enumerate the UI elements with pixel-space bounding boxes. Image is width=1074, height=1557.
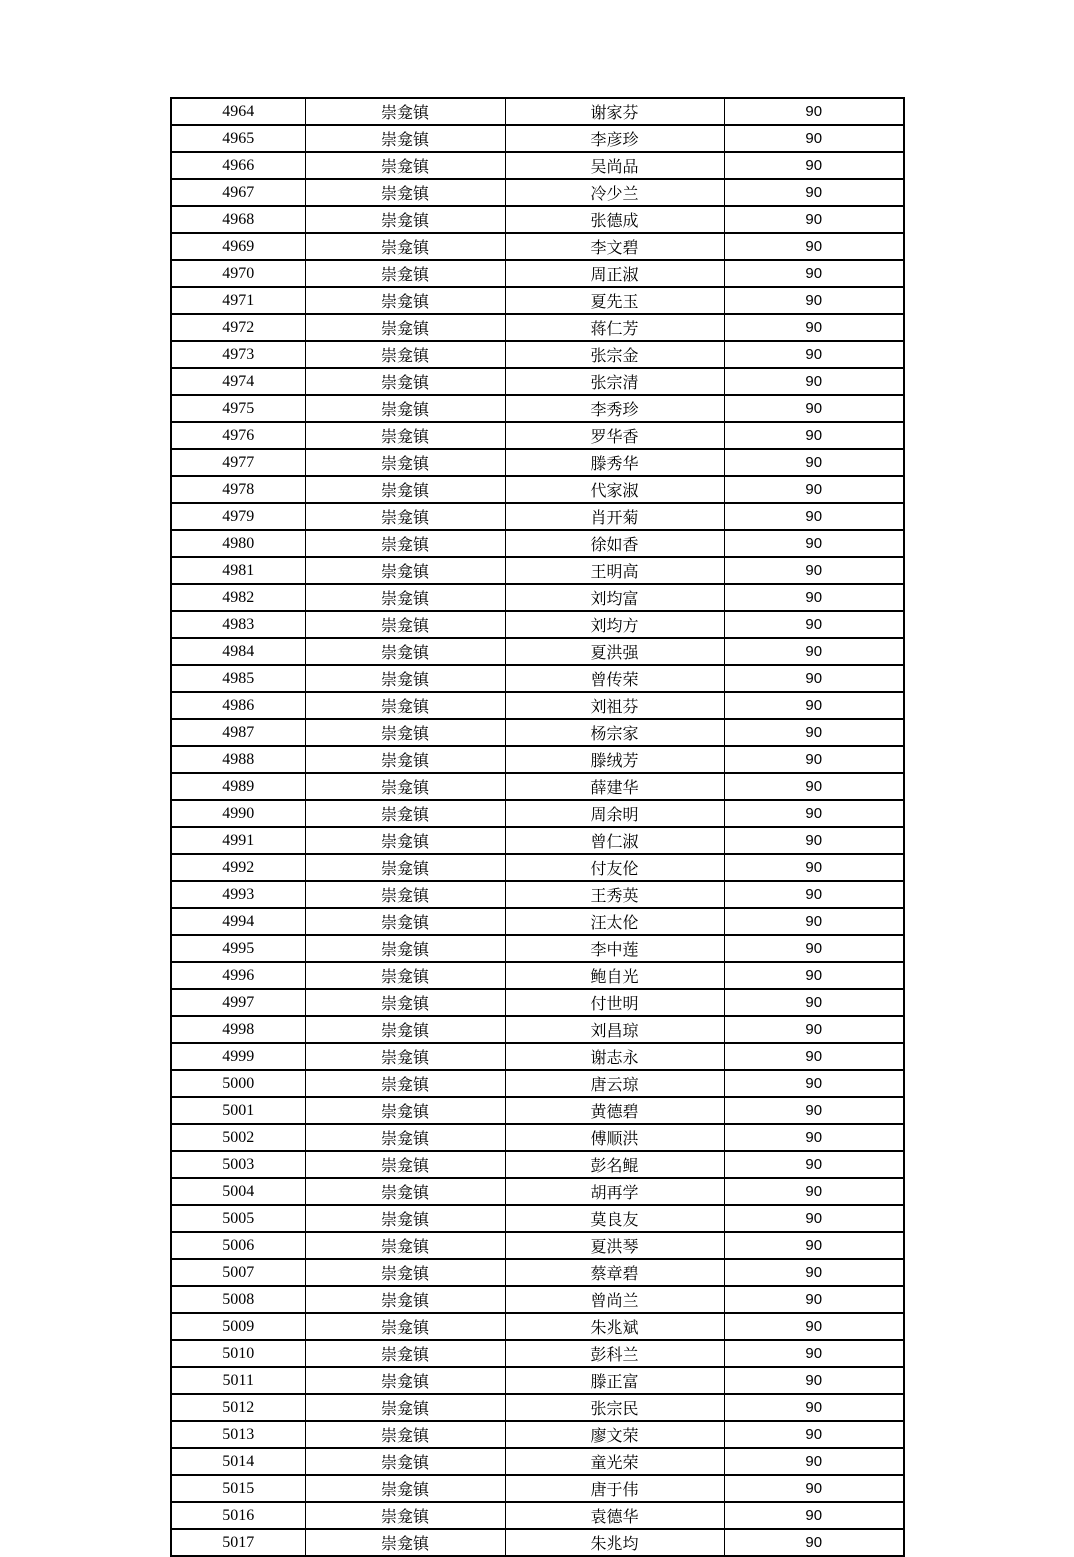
row-number-cell: 4983: [171, 611, 305, 638]
row-number-cell: 4993: [171, 881, 305, 908]
amount-cell: 90: [724, 1232, 904, 1259]
row-number-cell: 4989: [171, 773, 305, 800]
town-cell: 崇龛镇: [305, 314, 505, 341]
amount-cell: 90: [724, 638, 904, 665]
amount-cell: 90: [724, 1475, 904, 1502]
amount-cell: 90: [724, 1151, 904, 1178]
person-name-cell: 张宗清: [505, 368, 724, 395]
table-row: [171, 557, 904, 584]
row-number-cell: 4997: [171, 989, 305, 1016]
town-cell: 崇龛镇: [305, 1475, 505, 1502]
amount-cell: 90: [724, 1367, 904, 1394]
person-name-cell: 童光荣: [505, 1448, 724, 1475]
amount-cell: 90: [724, 368, 904, 395]
table-row: [171, 800, 904, 827]
table-row: [171, 1448, 904, 1475]
person-name-cell: 曾传荣: [505, 665, 724, 692]
town-cell: 崇龛镇: [305, 638, 505, 665]
person-name-cell: 蔡章碧: [505, 1259, 724, 1286]
person-name-cell: 徐如香: [505, 530, 724, 557]
person-name-cell: 黄德碧: [505, 1097, 724, 1124]
amount-cell: 90: [724, 800, 904, 827]
table-row: [171, 98, 904, 125]
person-name-cell: 杨宗家: [505, 719, 724, 746]
person-name-cell: 袁德华: [505, 1502, 724, 1529]
table-row: [171, 341, 904, 368]
person-name-cell: 罗华香: [505, 422, 724, 449]
town-cell: 崇龛镇: [305, 773, 505, 800]
town-cell: 崇龛镇: [305, 665, 505, 692]
amount-cell: 90: [724, 1043, 904, 1070]
amount-cell: 90: [724, 1070, 904, 1097]
person-name-cell: 刘均富: [505, 584, 724, 611]
amount-cell: 90: [724, 854, 904, 881]
table-row: [171, 287, 904, 314]
amount-cell: 90: [724, 746, 904, 773]
row-number-cell: 4971: [171, 287, 305, 314]
table-body: [171, 98, 904, 1556]
person-name-cell: 张宗民: [505, 1394, 724, 1421]
amount-cell: 90: [724, 962, 904, 989]
town-cell: 崇龛镇: [305, 1043, 505, 1070]
table-row: [171, 206, 904, 233]
row-number-cell: 4988: [171, 746, 305, 773]
row-number-cell: 4999: [171, 1043, 305, 1070]
town-cell: 崇龛镇: [305, 530, 505, 557]
table-row: [171, 1340, 904, 1367]
row-number-cell: 4969: [171, 233, 305, 260]
table-row: [171, 1421, 904, 1448]
row-number-cell: 5001: [171, 1097, 305, 1124]
person-name-cell: 张宗金: [505, 341, 724, 368]
person-name-cell: 曾尚兰: [505, 1286, 724, 1313]
amount-cell: 90: [724, 1124, 904, 1151]
person-name-cell: 李彦珍: [505, 125, 724, 152]
table-row: [171, 881, 904, 908]
town-cell: 崇龛镇: [305, 584, 505, 611]
town-cell: 崇龛镇: [305, 611, 505, 638]
amount-cell: 90: [724, 1529, 904, 1556]
amount-cell: 90: [724, 1394, 904, 1421]
town-cell: 崇龛镇: [305, 557, 505, 584]
row-number-cell: 4973: [171, 341, 305, 368]
town-cell: 崇龛镇: [305, 1502, 505, 1529]
person-name-cell: 滕秀华: [505, 449, 724, 476]
table-row: [171, 1529, 904, 1556]
amount-cell: 90: [724, 665, 904, 692]
town-cell: 崇龛镇: [305, 1151, 505, 1178]
person-name-cell: 彭名鲲: [505, 1151, 724, 1178]
table-row: [171, 1502, 904, 1529]
table-row: [171, 1394, 904, 1421]
table-row: [171, 1043, 904, 1070]
town-cell: 崇龛镇: [305, 1421, 505, 1448]
row-number-cell: 5003: [171, 1151, 305, 1178]
person-name-cell: 刘昌琼: [505, 1016, 724, 1043]
town-cell: 崇龛镇: [305, 1286, 505, 1313]
person-name-cell: 胡再学: [505, 1178, 724, 1205]
amount-cell: 90: [724, 476, 904, 503]
amount-cell: 90: [724, 1340, 904, 1367]
amount-cell: 90: [724, 1178, 904, 1205]
amount-cell: 90: [724, 233, 904, 260]
table-row: [171, 233, 904, 260]
town-cell: 崇龛镇: [305, 1340, 505, 1367]
table-row: [171, 935, 904, 962]
town-cell: 崇龛镇: [305, 287, 505, 314]
amount-cell: 90: [724, 1502, 904, 1529]
row-number-cell: 4977: [171, 449, 305, 476]
town-cell: 崇龛镇: [305, 1016, 505, 1043]
table-row: [171, 476, 904, 503]
row-number-cell: 5013: [171, 1421, 305, 1448]
town-cell: 崇龛镇: [305, 476, 505, 503]
amount-cell: 90: [724, 1097, 904, 1124]
person-name-cell: 廖文荣: [505, 1421, 724, 1448]
table-row: [171, 1286, 904, 1313]
person-name-cell: 刘均方: [505, 611, 724, 638]
table-row: [171, 1016, 904, 1043]
person-name-cell: 曾仁淑: [505, 827, 724, 854]
amount-cell: 90: [724, 989, 904, 1016]
table-row: [171, 719, 904, 746]
table-row: [171, 368, 904, 395]
table-row: [171, 746, 904, 773]
amount-cell: 90: [724, 908, 904, 935]
person-name-cell: 肖开菊: [505, 503, 724, 530]
table-row: [171, 1070, 904, 1097]
town-cell: 崇龛镇: [305, 1394, 505, 1421]
row-number-cell: 4970: [171, 260, 305, 287]
person-name-cell: 滕正富: [505, 1367, 724, 1394]
person-name-cell: 夏洪琴: [505, 1232, 724, 1259]
amount-cell: 90: [724, 287, 904, 314]
town-cell: 崇龛镇: [305, 125, 505, 152]
row-number-cell: 4998: [171, 1016, 305, 1043]
amount-cell: 90: [724, 584, 904, 611]
town-cell: 崇龛镇: [305, 800, 505, 827]
row-number-cell: 4964: [171, 98, 305, 125]
amount-cell: 90: [724, 827, 904, 854]
town-cell: 崇龛镇: [305, 1259, 505, 1286]
row-number-cell: 4986: [171, 692, 305, 719]
table-row: [171, 530, 904, 557]
town-cell: 崇龛镇: [305, 1070, 505, 1097]
person-name-cell: 唐于伟: [505, 1475, 724, 1502]
person-name-cell: 汪太伦: [505, 908, 724, 935]
row-number-cell: 4972: [171, 314, 305, 341]
person-name-cell: 朱兆均: [505, 1529, 724, 1556]
amount-cell: 90: [724, 179, 904, 206]
town-cell: 崇龛镇: [305, 341, 505, 368]
table-row: [171, 638, 904, 665]
amount-cell: 90: [724, 260, 904, 287]
row-number-cell: 4984: [171, 638, 305, 665]
amount-cell: 90: [724, 206, 904, 233]
person-name-cell: 王明高: [505, 557, 724, 584]
table-row: [171, 503, 904, 530]
town-cell: 崇龛镇: [305, 908, 505, 935]
person-name-cell: 冷少兰: [505, 179, 724, 206]
person-name-cell: 谢家芬: [505, 98, 724, 125]
town-cell: 崇龛镇: [305, 827, 505, 854]
row-number-cell: 5011: [171, 1367, 305, 1394]
row-number-cell: 4979: [171, 503, 305, 530]
person-name-cell: 唐云琼: [505, 1070, 724, 1097]
person-name-cell: 薛建华: [505, 773, 724, 800]
table-row: [171, 1475, 904, 1502]
row-number-cell: 4985: [171, 665, 305, 692]
amount-cell: 90: [724, 314, 904, 341]
person-name-cell: 鲍自光: [505, 962, 724, 989]
row-number-cell: 4992: [171, 854, 305, 881]
amount-cell: 90: [724, 719, 904, 746]
amount-cell: 90: [724, 395, 904, 422]
town-cell: 崇龛镇: [305, 1124, 505, 1151]
row-number-cell: 4990: [171, 800, 305, 827]
town-cell: 崇龛镇: [305, 206, 505, 233]
town-cell: 崇龛镇: [305, 1232, 505, 1259]
row-number-cell: 4982: [171, 584, 305, 611]
amount-cell: 90: [724, 125, 904, 152]
town-cell: 崇龛镇: [305, 1205, 505, 1232]
row-number-cell: 4981: [171, 557, 305, 584]
row-number-cell: 4965: [171, 125, 305, 152]
table-row: [171, 827, 904, 854]
amount-cell: 90: [724, 1313, 904, 1340]
table-row: [171, 611, 904, 638]
town-cell: 崇龛镇: [305, 449, 505, 476]
row-number-cell: 5010: [171, 1340, 305, 1367]
amount-cell: 90: [724, 773, 904, 800]
amount-cell: 90: [724, 98, 904, 125]
table-row: [171, 665, 904, 692]
person-name-cell: 彭科兰: [505, 1340, 724, 1367]
town-cell: 崇龛镇: [305, 503, 505, 530]
person-name-cell: 李文碧: [505, 233, 724, 260]
row-number-cell: 5007: [171, 1259, 305, 1286]
row-number-cell: 5008: [171, 1286, 305, 1313]
row-number-cell: 4966: [171, 152, 305, 179]
row-number-cell: 5005: [171, 1205, 305, 1232]
table-row: [171, 692, 904, 719]
town-cell: 崇龛镇: [305, 746, 505, 773]
town-cell: 崇龛镇: [305, 989, 505, 1016]
amount-cell: 90: [724, 152, 904, 179]
person-name-cell: 王秀英: [505, 881, 724, 908]
amount-cell: 90: [724, 1205, 904, 1232]
person-name-cell: 莫良友: [505, 1205, 724, 1232]
table-row: [171, 1178, 904, 1205]
amount-cell: 90: [724, 1421, 904, 1448]
amount-cell: 90: [724, 1448, 904, 1475]
row-number-cell: 5000: [171, 1070, 305, 1097]
row-number-cell: 4991: [171, 827, 305, 854]
amount-cell: 90: [724, 422, 904, 449]
person-name-cell: 滕绒芳: [505, 746, 724, 773]
town-cell: 崇龛镇: [305, 152, 505, 179]
town-cell: 崇龛镇: [305, 1448, 505, 1475]
table-row: [171, 854, 904, 881]
table-row: [171, 125, 904, 152]
town-cell: 崇龛镇: [305, 233, 505, 260]
row-number-cell: 5004: [171, 1178, 305, 1205]
person-name-cell: 李秀珍: [505, 395, 724, 422]
person-name-cell: 周余明: [505, 800, 724, 827]
row-number-cell: 4976: [171, 422, 305, 449]
table-row: [171, 1097, 904, 1124]
town-cell: 崇龛镇: [305, 98, 505, 125]
town-cell: 崇龛镇: [305, 1529, 505, 1556]
town-cell: 崇龛镇: [305, 179, 505, 206]
row-number-cell: 5002: [171, 1124, 305, 1151]
row-number-cell: 4975: [171, 395, 305, 422]
amount-cell: 90: [724, 1286, 904, 1313]
table-row: [171, 1313, 904, 1340]
table-row: [171, 1124, 904, 1151]
amount-cell: 90: [724, 692, 904, 719]
table-row: [171, 584, 904, 611]
person-name-cell: 夏洪强: [505, 638, 724, 665]
town-cell: 崇龛镇: [305, 1313, 505, 1340]
roster-table: [170, 97, 905, 1557]
amount-cell: 90: [724, 611, 904, 638]
town-cell: 崇龛镇: [305, 692, 505, 719]
row-number-cell: 4974: [171, 368, 305, 395]
table-row: [171, 1259, 904, 1286]
town-cell: 崇龛镇: [305, 368, 505, 395]
person-name-cell: 付世明: [505, 989, 724, 1016]
person-name-cell: 傅顺洪: [505, 1124, 724, 1151]
town-cell: 崇龛镇: [305, 881, 505, 908]
table-row: [171, 962, 904, 989]
table-row: [171, 422, 904, 449]
row-number-cell: 4967: [171, 179, 305, 206]
table-row: [171, 1151, 904, 1178]
row-number-cell: 5012: [171, 1394, 305, 1421]
row-number-cell: 5015: [171, 1475, 305, 1502]
amount-cell: 90: [724, 881, 904, 908]
person-name-cell: 夏先玉: [505, 287, 724, 314]
row-number-cell: 4980: [171, 530, 305, 557]
table-row: [171, 260, 904, 287]
person-name-cell: 谢志永: [505, 1043, 724, 1070]
table-row: [171, 773, 904, 800]
amount-cell: 90: [724, 1016, 904, 1043]
table-row: [171, 314, 904, 341]
person-name-cell: 付友伦: [505, 854, 724, 881]
town-cell: 崇龛镇: [305, 422, 505, 449]
table-row: [171, 1232, 904, 1259]
table-row: [171, 989, 904, 1016]
table-row: [171, 449, 904, 476]
town-cell: 崇龛镇: [305, 395, 505, 422]
row-number-cell: 4968: [171, 206, 305, 233]
amount-cell: 90: [724, 449, 904, 476]
table-row: [171, 179, 904, 206]
row-number-cell: 4996: [171, 962, 305, 989]
table-row: [171, 152, 904, 179]
town-cell: 崇龛镇: [305, 260, 505, 287]
amount-cell: 90: [724, 935, 904, 962]
amount-cell: 90: [724, 341, 904, 368]
amount-cell: 90: [724, 530, 904, 557]
row-number-cell: 5014: [171, 1448, 305, 1475]
amount-cell: 90: [724, 557, 904, 584]
amount-cell: 90: [724, 1259, 904, 1286]
table-row: [171, 908, 904, 935]
row-number-cell: 4978: [171, 476, 305, 503]
person-name-cell: 蒋仁芳: [505, 314, 724, 341]
row-number-cell: 5017: [171, 1529, 305, 1556]
amount-cell: 90: [724, 503, 904, 530]
person-name-cell: 李中莲: [505, 935, 724, 962]
person-name-cell: 周正淑: [505, 260, 724, 287]
row-number-cell: 5006: [171, 1232, 305, 1259]
row-number-cell: 4994: [171, 908, 305, 935]
row-number-cell: 4987: [171, 719, 305, 746]
table-row: [171, 1367, 904, 1394]
person-name-cell: 代家淑: [505, 476, 724, 503]
person-name-cell: 吴尚品: [505, 152, 724, 179]
town-cell: 崇龛镇: [305, 1178, 505, 1205]
table-row: [171, 395, 904, 422]
town-cell: 崇龛镇: [305, 1367, 505, 1394]
row-number-cell: 5016: [171, 1502, 305, 1529]
town-cell: 崇龛镇: [305, 1097, 505, 1124]
table-row: [171, 1205, 904, 1232]
town-cell: 崇龛镇: [305, 935, 505, 962]
town-cell: 崇龛镇: [305, 719, 505, 746]
person-name-cell: 张德成: [505, 206, 724, 233]
person-name-cell: 刘祖芬: [505, 692, 724, 719]
town-cell: 崇龛镇: [305, 854, 505, 881]
row-number-cell: 5009: [171, 1313, 305, 1340]
town-cell: 崇龛镇: [305, 962, 505, 989]
row-number-cell: 4995: [171, 935, 305, 962]
person-name-cell: 朱兆斌: [505, 1313, 724, 1340]
